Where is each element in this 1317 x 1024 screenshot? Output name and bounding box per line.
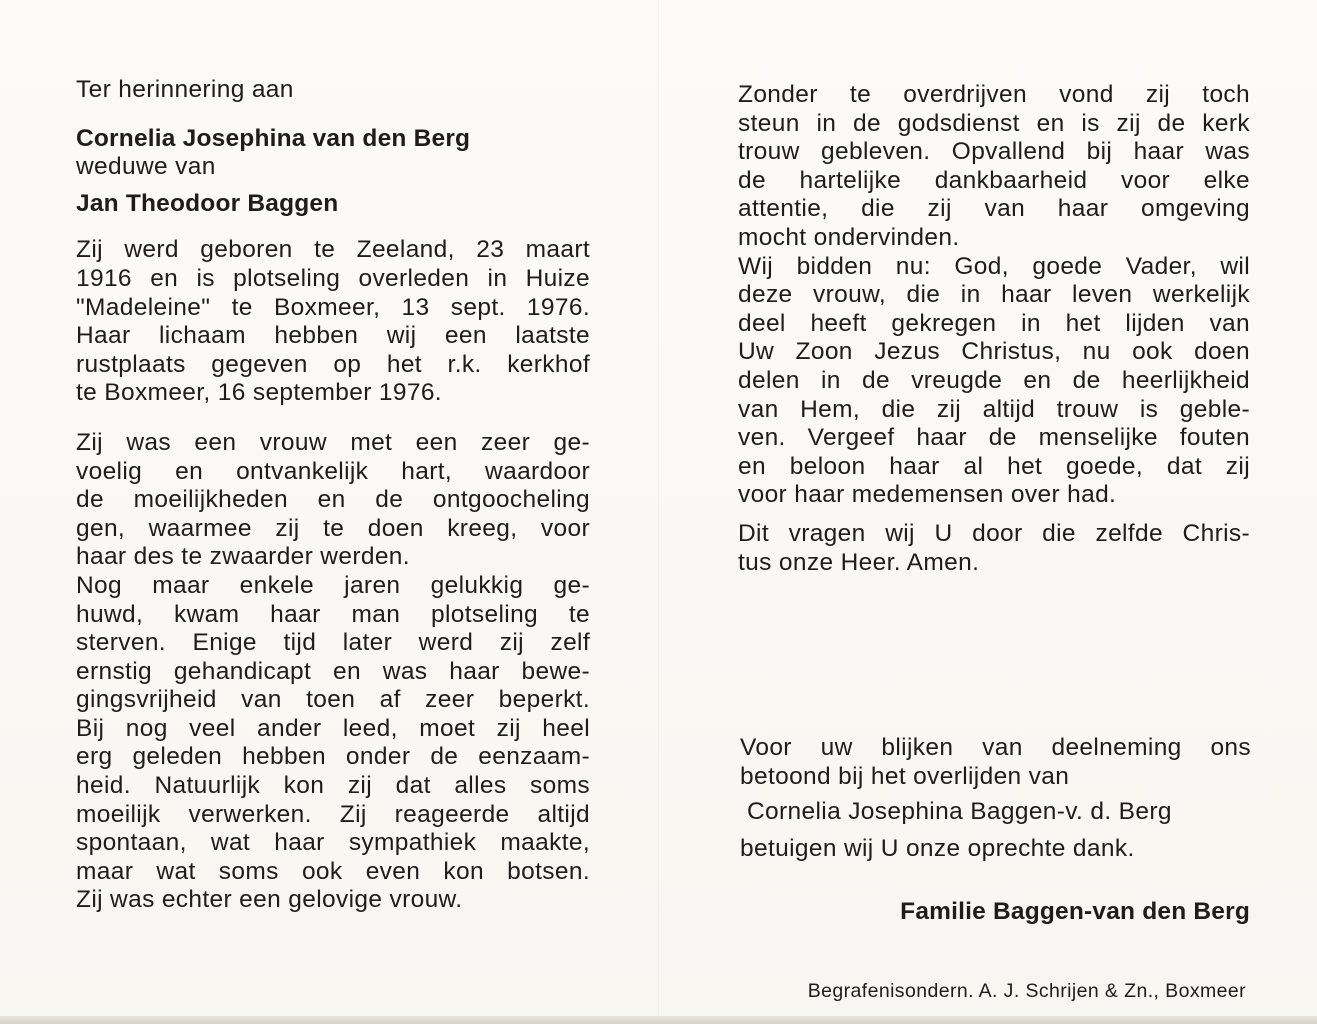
text-line: trouw gebleven. Opvallend bij haar was <box>738 138 1250 166</box>
text-line: Voor uw blijken van deelneming ons <box>740 734 1251 761</box>
text-line: de moeilijkheden en de ontgoocheling <box>76 486 590 514</box>
acknowledgement-name: Cornelia Josephina Baggen-v. d. Berg <box>747 798 1172 825</box>
text-line: Dit vragen wij U door die zelfde Chris- <box>738 519 1250 547</box>
text-line: van Hem, die zij altijd trouw is geble- <box>738 395 1250 423</box>
text-line: de hartelijke dankbaarheid voor elke <box>738 166 1250 194</box>
text-line: betoond bij het overlijden van <box>740 763 1070 790</box>
text-line: gen, waarmee zij te doen kreeg, voor <box>76 514 590 542</box>
text-line: ven. Vergeef haar de menselijke fouten <box>738 424 1250 452</box>
family-signature: Familie Baggen-van den Berg <box>900 898 1250 925</box>
card-bottom-edge <box>0 1016 1317 1024</box>
text-line: erg geleden hebben onder de eenzaam- <box>76 743 590 771</box>
text-line: voor haar medemensen over had. <box>738 481 1117 509</box>
card-fold <box>658 0 659 1024</box>
text-line: "Madeleine" te Boxmeer, 13 sept. 1976. <box>76 293 590 321</box>
text-line: Zij werd geboren te Zeeland, 23 maart <box>76 236 590 264</box>
text-line: deel heeft gekregen in het lijden van <box>738 309 1250 337</box>
text-line: en beloon haar al het goede, dat zij <box>738 452 1250 480</box>
text-line: Zonder te overdrijven vond zij toch <box>738 81 1250 108</box>
text-line: steun in de godsdienst en is zij de kerk <box>738 109 1250 137</box>
birth-death-paragraph <box>76 236 590 408</box>
text-line: Wij bidden nu: God, goede Vader, wil <box>738 252 1250 280</box>
text-line: huwd, kwam haar man plotseling te <box>76 600 590 628</box>
faith-prayer-paragraph <box>738 81 1250 510</box>
deceased-name: Cornelia Josephina van den Berg <box>76 124 471 152</box>
text-line: maar wat soms ook even kon botsen. <box>76 857 590 885</box>
widow-of-text: weduwe van <box>76 153 216 181</box>
text-line: Bij nog veel ander leed, moet zij heel <box>76 714 590 742</box>
acknowledgement-text <box>740 733 1251 791</box>
text-line: gingsvrijheid van toen af zeer beperkt. <box>76 686 590 714</box>
text-line: mocht ondervinden. <box>738 223 960 251</box>
text-line: delen in de vreugde en de heerlijkheid <box>738 366 1250 394</box>
text-line: sterven. Enige tijd later werd zij zelf <box>76 629 590 657</box>
text-line: spontaan, wat haar sympathiek maakte, <box>76 829 590 857</box>
intro-text: Ter herinnering aan <box>76 76 294 103</box>
text-line: Nog maar enkele jaren gelukkig ge- <box>76 571 590 599</box>
right-column <box>738 81 1250 577</box>
text-line: heid. Natuurlijk kon zij dat alles soms <box>76 772 590 800</box>
text-line: tus onze Heer. Amen. <box>738 548 980 576</box>
left-column <box>76 76 590 915</box>
text-line: voelig en ontvankelijk hart, waardoor <box>76 457 590 485</box>
biography-paragraph <box>76 429 590 915</box>
spouse-name: Jan Theodoor Baggen <box>76 189 339 217</box>
undertaker-credit: Begrafenisondern. A. J. Schrijen & Zn., Boxmeer <box>807 980 1246 1002</box>
text-line: te Boxmeer, 16 september 1976. <box>76 379 442 407</box>
text-line: moeilijk verwerken. Zij reageerde altijd <box>76 800 590 828</box>
text-line: Zij was echter een gelovige vrouw. <box>76 886 463 914</box>
text-line: Uw Zoon Jezus Christus, nu ook doen <box>738 338 1250 366</box>
text-line: haar des te zwaarder werden. <box>76 543 410 571</box>
prayer-closing <box>738 520 1250 577</box>
text-line: attentie, die zij van haar omgeving <box>738 195 1250 223</box>
acknowledgement-thanks: betuigen wij U onze oprechte dank. <box>740 835 1135 862</box>
text-line: 1916 en is plotseling overleden in Huize <box>76 264 590 292</box>
text-line: Haar lichaam hebben wij een laatste <box>76 322 590 350</box>
text-line: deze vrouw, die in haar leven werkelijk <box>738 281 1250 309</box>
text-line: Zij was een vrouw met een zeer ge- <box>76 428 590 456</box>
text-line: ernstig gehandicapt en was haar bewe- <box>76 657 590 685</box>
text-line: rustplaats gegeven op het r.k. kerkhof <box>76 350 590 378</box>
